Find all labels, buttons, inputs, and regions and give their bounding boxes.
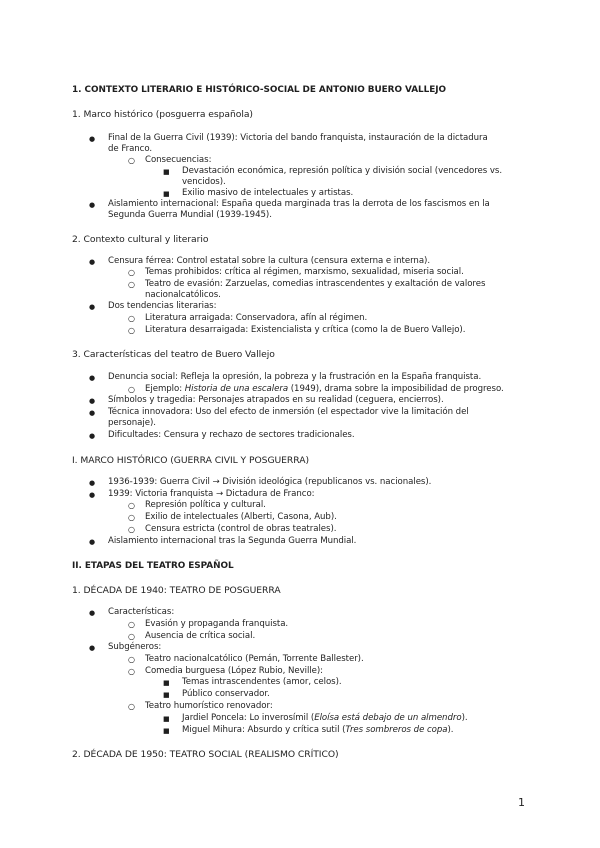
list-item: Técnica innovadora: Uso del efecto de inmersión (el espectador vive la limitación del (108, 407, 469, 417)
list-item: Símbolos y tragedia: Personajes atrapados en su realidad (ceguera, encierros). (108, 395, 444, 405)
bullet-disc: ● (89, 644, 96, 652)
list-item: 1936-1939: Guerra Civil → División ideológica (republicanos vs. nacionales). (108, 477, 432, 487)
list-item: Teatro de evasión: Zarzuelas, comedias intrascendentes y exaltación de valores (145, 279, 486, 289)
text-run: ). (461, 713, 468, 723)
list-item: Exilio masivo de intelectuales y artistas. (182, 188, 354, 198)
list-item: Ausencia de crítica social. (145, 631, 256, 641)
bullet-disc: ● (89, 397, 96, 405)
bullet-disc: ● (89, 374, 96, 382)
bullet-disc: ● (89, 609, 96, 617)
section-title-caracteristicas: 3. Características del teatro de Buero Vallejo (72, 349, 275, 360)
list-item: Literatura arraigada: Conservadora, afín al régimen. (145, 313, 368, 323)
bullet-disc: ● (89, 432, 96, 440)
section-title-marco-historico: 1. Marco histórico (posguerra española) (72, 109, 253, 120)
bullet-circle: ○ (128, 702, 135, 711)
bullet-square: ■ (163, 691, 170, 699)
list-item: Final de la Guerra Civil (1939): Victoria del bando franquista, instauración de la dictadura (108, 133, 488, 143)
main-heading: 1. CONTEXTO LITERARIO E HISTÓRICO-SOCIAL DE ANTONIO BUERO VALLEJO (72, 85, 446, 95)
list-item: 1939: Victoria franquista → Dictadura de Franco: (108, 489, 315, 499)
bullet-circle: ○ (128, 326, 135, 335)
list-item-cont: de Franco. (108, 144, 153, 154)
list-item: Dos tendencias literarias: (108, 301, 217, 311)
list-item: Características: (108, 607, 175, 617)
bullet-disc: ● (89, 201, 96, 209)
list-item: Comedia burguesa (López Rubio, Neville): (145, 666, 324, 676)
bullet-circle: ○ (128, 156, 135, 165)
list-item: Devastación económica, represión política y división social (vencedores vs. (182, 166, 503, 176)
list-item: Consecuencias: (145, 155, 212, 165)
list-item: Teatro nacionalcatólico (Pemán, Torrente Ballester). (145, 654, 364, 664)
bullet-disc: ● (89, 303, 96, 311)
list-item: Represión política y cultural. (145, 500, 266, 510)
list-item: Dificultades: Censura y rechazo de sectores tradicionales. (108, 430, 355, 440)
bullet-circle: ○ (128, 655, 135, 664)
list-item: Exilio de intelectuales (Alberti, Casona, Aub). (145, 512, 337, 522)
bullet-disc: ● (89, 409, 96, 417)
bullet-circle: ○ (128, 620, 135, 629)
bullet-disc: ● (89, 258, 96, 266)
text-run: Miguel Mihura: Absurdo y crítica sutil ( (182, 725, 346, 735)
list-item: Teatro humorístico renovador: (145, 701, 273, 711)
bullet-circle: ○ (128, 385, 135, 394)
section-title-contexto-cultural: 2. Contexto cultural y literario (72, 234, 209, 245)
bullet-circle: ○ (128, 314, 135, 323)
list-item-cont: personaje). (108, 418, 156, 428)
bullet-disc: ● (89, 479, 96, 487)
list-item: Aislamiento internacional: España queda marginada tras la derrota de los fascismos en la (108, 199, 490, 209)
list-item-cont: Segunda Guerra Mundial (1939-1945). (108, 210, 272, 220)
bullet-disc: ● (89, 491, 96, 499)
list-item-jardiel (182, 713, 468, 724)
section-title-decada-1940: 1. DÉCADA DE 1940: TEATRO DE POSGUERRA (72, 585, 281, 596)
text-run: Jardiel Poncela: Lo inverosímil ( (182, 713, 315, 723)
section-title-decada-1950: 2. DÉCADA DE 1950: TEATRO SOCIAL (REALISMO CRÍTICO) (72, 749, 339, 760)
bullet-circle: ○ (128, 513, 135, 522)
list-item-cont: vencidos). (182, 177, 226, 187)
list-item: Temas prohibidos: crítica al régimen, marxismo, sexualidad, miseria social. (145, 267, 464, 277)
list-item-mihura (182, 725, 454, 736)
work-title: Eloísa está debajo de un almendro (314, 713, 462, 723)
list-item: Temas intrascendentes (amor, celos). (182, 677, 342, 687)
work-title: Historia de una escalera (184, 384, 289, 394)
bullet-square: ■ (163, 679, 170, 687)
list-item: Literatura desarraigada: Existencialista y crítica (como la de Buero Vallejo). (145, 325, 466, 335)
list-item: Denuncia social: Refleja la opresión, la pobreza y la frustración en la España franquista. (108, 372, 482, 382)
list-item-ejemplo (145, 384, 504, 395)
bullet-circle: ○ (128, 632, 135, 641)
list-item: Subgéneros: (108, 642, 162, 652)
list-item: Evasión y propaganda franquista. (145, 619, 289, 629)
bullet-square: ■ (163, 727, 170, 735)
list-item-cont: nacionalcatólicos. (145, 290, 221, 300)
bullet-circle: ○ (128, 501, 135, 510)
bullet-disc: ● (89, 135, 96, 143)
list-item: Público conservador. (182, 689, 270, 699)
bullet-circle: ○ (128, 268, 135, 277)
bullet-square: ■ (163, 715, 170, 723)
list-item: Censura estricta (control de obras teatrales). (145, 524, 337, 534)
section-title-marco-historico-caps: I. MARCO HISTÓRICO (GUERRA CIVIL Y POSGUERRA) (72, 455, 310, 466)
list-item: Censura férrea: Control estatal sobre la cultura (censura externa e interna). (108, 256, 431, 266)
heading-etapas: II. ETAPAS DEL TEATRO ESPAÑOL (72, 561, 234, 571)
text-run: Ejemplo: (145, 384, 185, 394)
bullet-square: ■ (163, 168, 170, 176)
work-title: Tres sombreros de copa (345, 725, 448, 735)
list-item: Aislamiento internacional tras la Segunda Guerra Mundial. (108, 536, 357, 546)
bullet-circle: ○ (128, 525, 135, 534)
bullet-square: ■ (163, 190, 170, 198)
text-run: (1949), drama sobre la imposibilidad de progreso. (288, 384, 504, 394)
bullet-disc: ● (89, 538, 96, 546)
text-run: ). (447, 725, 454, 735)
page-number: 1 (518, 796, 525, 809)
bullet-circle: ○ (128, 280, 135, 289)
bullet-circle: ○ (128, 667, 135, 676)
